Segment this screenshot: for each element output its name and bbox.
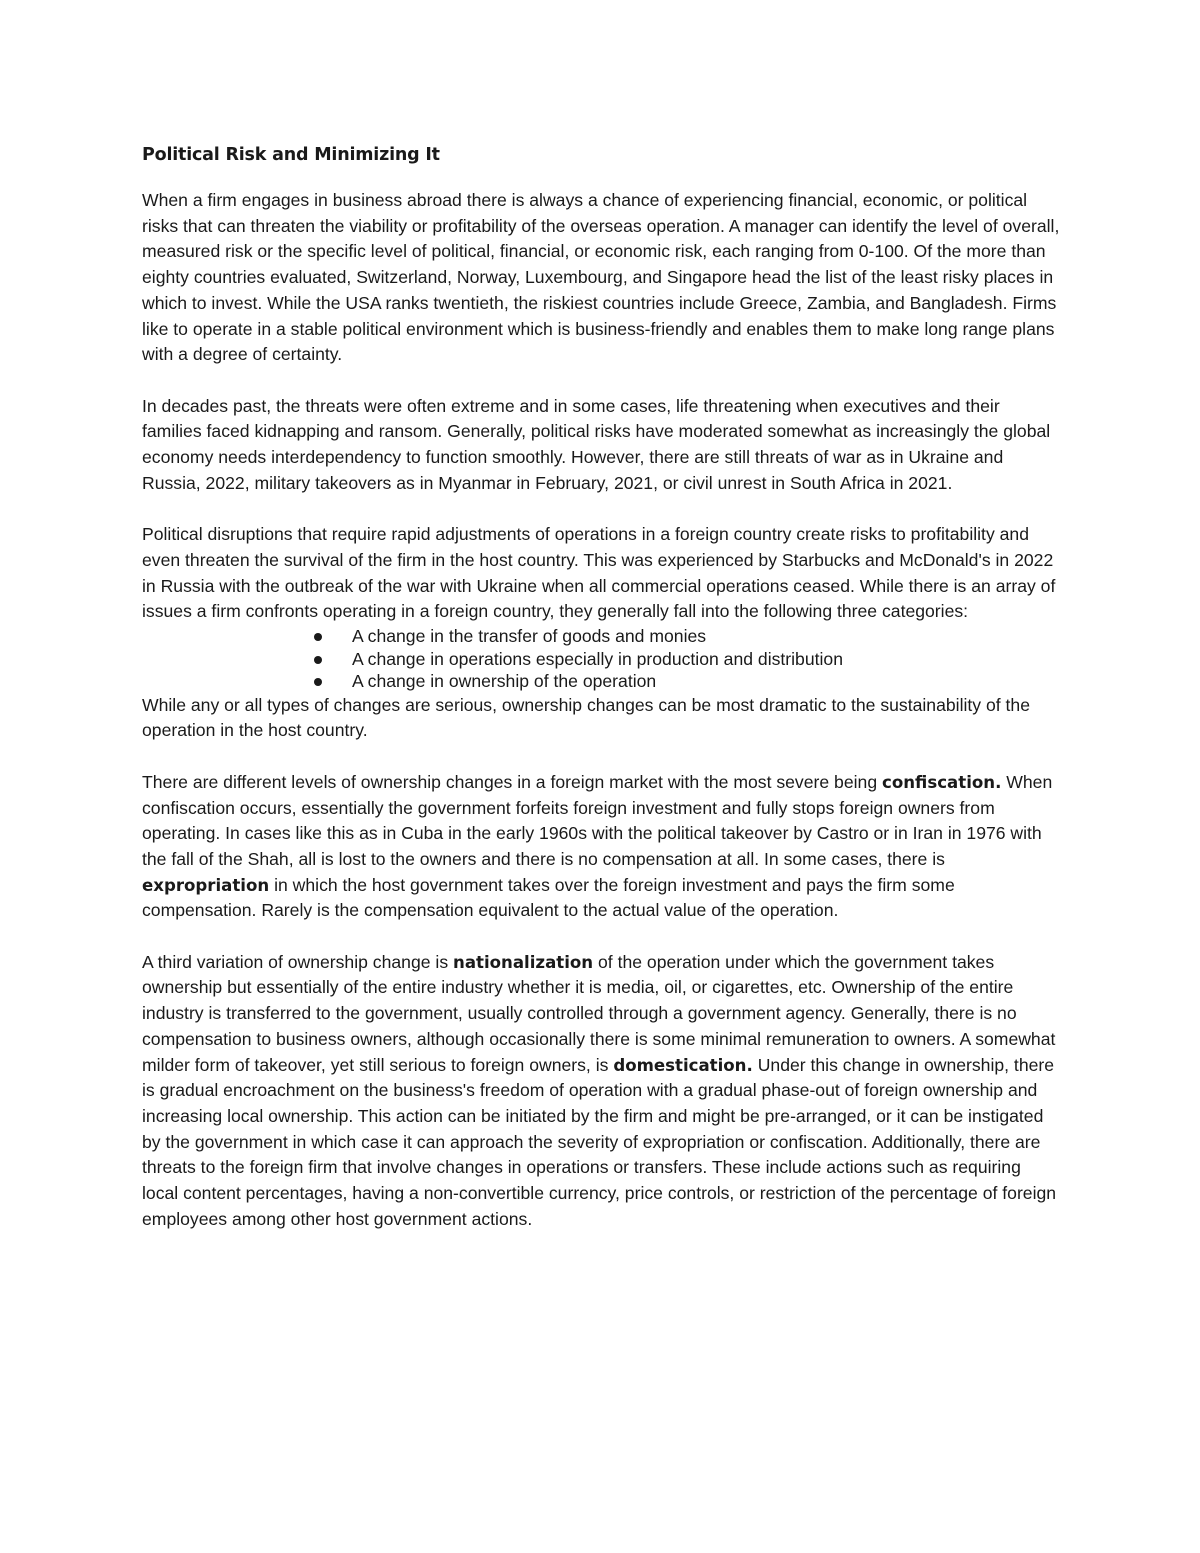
list-item-text: A change in operations especially in production and distribution (352, 648, 843, 669)
paragraph-1: When a firm engages in business abroad there is always a chance of experiencing financial, economic, or political risks that can threaten the viability or profitability of the overseas operation. A manager can identify the level of overall, measured risk or the specific level of political, financial, or economic risk, each ranging from 0-100. Of the more than eighty countries evaluated, Switzerland, Norway, Luxembourg, and Singapore head the list of the least risky places in which to invest. While the USA ranks twentieth, the riskiest countries include Greece, Zambia, and Bangladesh. Firms like to operate in a stable political environment which is business-friendly and enables them to make long range plans with a degree of certainty. (142, 190, 1060, 365)
list-item (314, 648, 1060, 671)
document-title: Political Risk and Minimizing It (142, 145, 440, 165)
term-expropriation: expropriation (142, 875, 270, 895)
paragraph-gap (142, 744, 1060, 770)
paragraph-2: In decades past, the threats were often extreme and in some cases, life threatening when executives and their families faced kidnapping and ransom. Generally, political risks have moderated somewhat as increasingly the global economy needs interdependency to function smoothly. However, there are still threats of war as in Ukraine and Russia, 2022, military takeovers as in Myanmar in February, 2021, or civil unrest in South Africa in 2021. (142, 395, 1051, 493)
term-nationalization: nationalization (453, 952, 594, 972)
bullet-icon (314, 656, 322, 664)
text-run: When confiscation occurs, essentially the government forfeits foreign investment and fully stops foreign owners from operating. In cases like this as in Cuba in the early 1960s with the political takeover by Castro or in Iran in 1976 with the fall of the Shah, all is lost to the owners and there is no compensation at all. In some cases, there is (142, 771, 1053, 869)
text-run: There are different levels of ownership changes in a foreign market with the most severe being (142, 771, 882, 792)
list-item (314, 670, 1060, 693)
term-domestication: domestication. (613, 1055, 753, 1075)
document-page (142, 142, 1060, 1232)
text-run: of the operation under which the government takes ownership but essentially of the entire industry whether it is media, oil, or cigarettes, etc. Ownership of the entire industry is transferred to the government, usually controlled through a government agency. Generally, there is no compensation to business owners, although occasionally there is some minimal remuneration to owners. A somewhat milder form of takeover, yet still serious to foreign owners, is (142, 951, 1056, 1075)
text-run: Under this change in ownership, there is gradual encroachment on the business's freedom of operation with a gradual phase-out of foreign ownership and increasing local ownership. This action can be initiated by the firm and might be pre-arranged, or it can be instigated by the government in which case it can approach the severity of expropriation or confiscation. Additionally, there are threats to the foreign firm that involve changes in operations or transfers. These include actions such as requiring local content percentages, having a non-convertible currency, price controls, or restriction of the percentage of foreign employees among other host government actions. (142, 1054, 1057, 1229)
list-item-text: A change in ownership of the operation (352, 671, 657, 692)
paragraph-5 (142, 770, 1060, 924)
bullet-icon (314, 633, 322, 641)
paragraph-3: Political disruptions that require rapid adjustments of operations in a foreign country create risks to profitability and even threaten the survival of the firm in the host country. This was experienced by Starbucks and McDonald's in 2022 in Russia with the outbreak of the war with Ukraine when all commercial operations ceased. While there is an array of issues a firm confronts operating in a foreign country, they generally fall into the following three categories: (142, 524, 1056, 622)
paragraph-gap (142, 496, 1060, 522)
list-item (314, 625, 1060, 648)
paragraph-6 (142, 950, 1060, 1233)
paragraph-4: While any or all types of changes are serious, ownership changes can be most dramatic to the sustainability of the operation in the host country. (142, 694, 1030, 741)
paragraph-gap (142, 368, 1060, 394)
risk-categories-list (142, 625, 1060, 693)
term-confiscation: confiscation. (882, 772, 1002, 792)
text-run: in which the host government takes over the foreign investment and pays the firm some compensation. Rarely is the compensation equivalent to the actual value of the operation. (142, 874, 955, 921)
bullet-icon (314, 678, 322, 686)
paragraph-gap (142, 924, 1060, 950)
list-item-text: A change in the transfer of goods and monies (352, 625, 707, 646)
text-run: A third variation of ownership change is (142, 951, 454, 972)
